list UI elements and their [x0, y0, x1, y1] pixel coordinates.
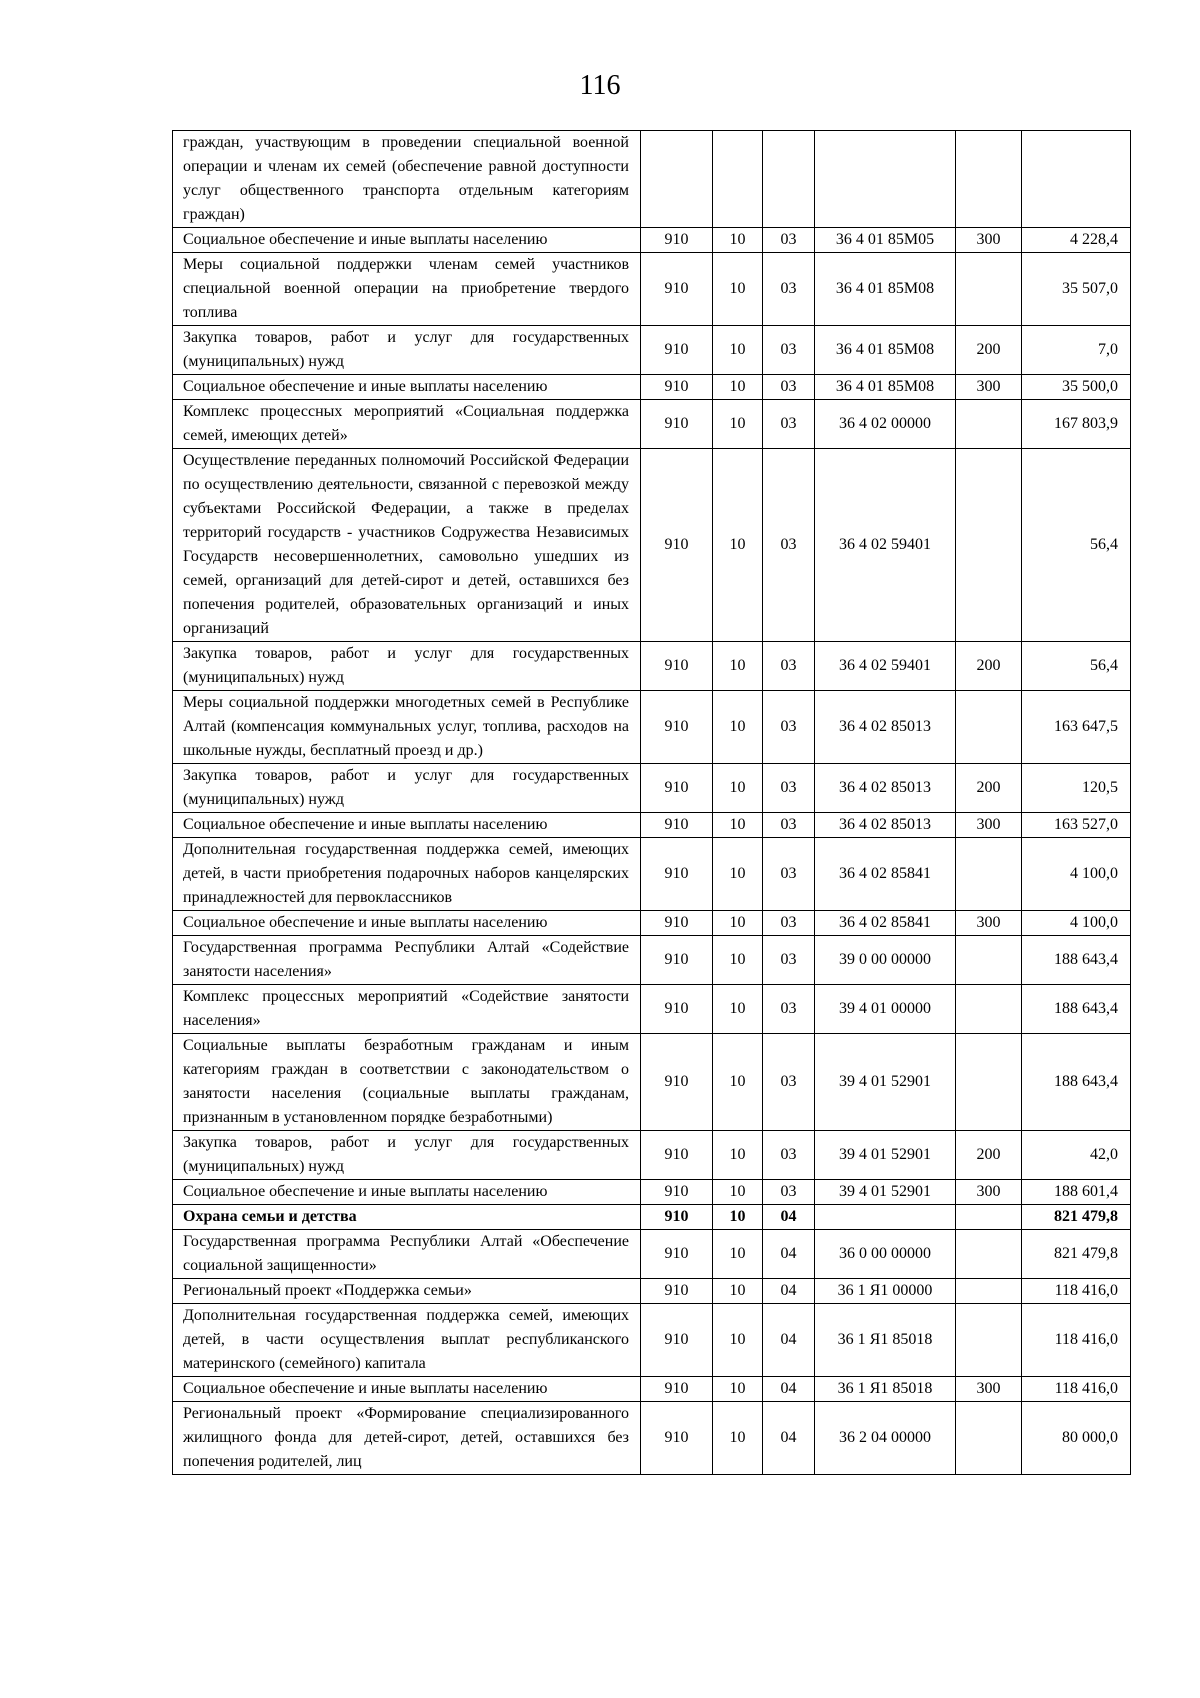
table-row — [173, 691, 1131, 764]
section-code-cell: 10 — [713, 253, 763, 326]
section-code-cell: 10 — [713, 375, 763, 400]
table-row — [173, 131, 1131, 228]
amount-cell: 35 507,0 — [1022, 253, 1131, 326]
expense-name-cell: Государственная программа Республики Алтай «Содействие занятости населения» — [173, 936, 641, 985]
section-code-cell: 10 — [713, 1230, 763, 1279]
target-article-cell: 39 4 01 52901 — [815, 1131, 956, 1180]
target-article-cell: 36 4 02 59401 — [815, 642, 956, 691]
subsection-code-cell: 03 — [763, 936, 815, 985]
section-code-cell: 10 — [713, 326, 763, 375]
subsection-code-cell — [763, 131, 815, 228]
expense-name-cell: Меры социальной поддержки членам семей участников специальной военной операции на приобретение твердого топлива — [173, 253, 641, 326]
ministry-code-cell: 910 — [641, 326, 713, 375]
table-row — [173, 911, 1131, 936]
section-code-cell — [713, 131, 763, 228]
amount-cell: 163 527,0 — [1022, 813, 1131, 838]
target-article-cell: 36 1 Я1 85018 — [815, 1377, 956, 1402]
table-row — [173, 936, 1131, 985]
section-code-cell: 10 — [713, 1180, 763, 1205]
table-row — [173, 228, 1131, 253]
target-article-cell: 36 4 02 85013 — [815, 813, 956, 838]
ministry-code-cell: 910 — [641, 764, 713, 813]
subsection-code-cell: 03 — [763, 326, 815, 375]
amount-cell: 7,0 — [1022, 326, 1131, 375]
target-article-cell: 36 4 01 85М05 — [815, 228, 956, 253]
expense-name-cell: Комплекс процессных мероприятий «Социальная поддержка семей, имеющих детей» — [173, 400, 641, 449]
amount-cell: 42,0 — [1022, 1131, 1131, 1180]
expense-type-cell: 300 — [956, 911, 1022, 936]
amount-cell: 163 647,5 — [1022, 691, 1131, 764]
expense-type-cell: 200 — [956, 764, 1022, 813]
section-code-cell: 10 — [713, 764, 763, 813]
section-code-cell: 10 — [713, 936, 763, 985]
subsection-code-cell: 03 — [763, 1034, 815, 1131]
amount-cell: 80 000,0 — [1022, 1402, 1131, 1475]
ministry-code-cell: 910 — [641, 985, 713, 1034]
section-code-cell: 10 — [713, 1205, 763, 1230]
target-article-cell: 39 4 01 52901 — [815, 1180, 956, 1205]
section-code-cell: 10 — [713, 1304, 763, 1377]
expense-type-cell — [956, 1230, 1022, 1279]
ministry-code-cell: 910 — [641, 691, 713, 764]
expense-type-cell: 300 — [956, 375, 1022, 400]
expense-name-cell: Социальные выплаты безработным гражданам и иным категориям граждан в соответствии с законодательством о занятости населения (социальные выплаты гражданам, признанным в установленном порядке безработными) — [173, 1034, 641, 1131]
ministry-code-cell: 910 — [641, 449, 713, 642]
expense-type-cell: 300 — [956, 1180, 1022, 1205]
expense-name-cell: Социальное обеспечение и иные выплаты населению — [173, 375, 641, 400]
expense-name-cell: Дополнительная государственная поддержка семей, имеющих детей, в части осуществления выплат республиканского материнского (семейного) капитала — [173, 1304, 641, 1377]
section-code-cell: 10 — [713, 449, 763, 642]
amount-cell — [1022, 131, 1131, 228]
ministry-code-cell: 910 — [641, 1230, 713, 1279]
table-row — [173, 326, 1131, 375]
section-code-cell: 10 — [713, 691, 763, 764]
expense-type-cell: 200 — [956, 1131, 1022, 1180]
ministry-code-cell: 910 — [641, 911, 713, 936]
amount-cell: 188 643,4 — [1022, 985, 1131, 1034]
target-article-cell: 39 4 01 52901 — [815, 1034, 956, 1131]
ministry-code-cell: 910 — [641, 375, 713, 400]
ministry-code-cell: 910 — [641, 813, 713, 838]
page-number: 116 — [579, 70, 621, 101]
table-row — [173, 1230, 1131, 1279]
ministry-code-cell: 910 — [641, 1180, 713, 1205]
expense-type-cell — [956, 985, 1022, 1034]
subsection-code-cell: 04 — [763, 1205, 815, 1230]
amount-cell: 821 479,8 — [1022, 1230, 1131, 1279]
table-row — [173, 449, 1131, 642]
expense-name-cell: Социальное обеспечение и иные выплаты населению — [173, 911, 641, 936]
ministry-code-cell — [641, 131, 713, 228]
target-article-cell: 36 2 04 00000 — [815, 1402, 956, 1475]
target-article-cell: 36 1 Я1 00000 — [815, 1279, 956, 1304]
expense-name-cell: Закупка товаров, работ и услуг для государственных (муниципальных) нужд — [173, 764, 641, 813]
expense-type-cell: 300 — [956, 228, 1022, 253]
expense-name-cell: Региональный проект «Формирование специализированного жилищного фонда для детей-сирот, детей, оставшихся без попечения родителей, лиц — [173, 1402, 641, 1475]
budget-table — [172, 130, 1131, 1475]
section-code-cell: 10 — [713, 1279, 763, 1304]
subsection-code-cell: 03 — [763, 838, 815, 911]
ministry-code-cell: 910 — [641, 936, 713, 985]
target-article-cell — [815, 131, 956, 228]
section-code-cell: 10 — [713, 228, 763, 253]
subsection-code-cell: 03 — [763, 764, 815, 813]
table-row — [173, 838, 1131, 911]
expense-name-cell: Закупка товаров, работ и услуг для государственных (муниципальных) нужд — [173, 642, 641, 691]
target-article-cell: 36 4 02 85013 — [815, 764, 956, 813]
subsection-code-cell: 03 — [763, 449, 815, 642]
section-code-cell: 10 — [713, 911, 763, 936]
table-row — [173, 1034, 1131, 1131]
expense-name-cell: Охрана семьи и детства — [173, 1205, 641, 1230]
target-article-cell: 36 4 02 00000 — [815, 400, 956, 449]
expense-type-cell: 300 — [956, 1377, 1022, 1402]
amount-cell: 118 416,0 — [1022, 1279, 1131, 1304]
expense-name-cell: Региональный проект «Поддержка семьи» — [173, 1279, 641, 1304]
expense-type-cell — [956, 1279, 1022, 1304]
expense-name-cell: Социальное обеспечение и иные выплаты населению — [173, 813, 641, 838]
expense-type-cell — [956, 1304, 1022, 1377]
expense-name-cell: Комплекс процессных мероприятий «Содействие занятости населения» — [173, 985, 641, 1034]
expense-name-cell: Социальное обеспечение и иные выплаты населению — [173, 1180, 641, 1205]
expense-name-cell: Закупка товаров, работ и услуг для государственных (муниципальных) нужд — [173, 326, 641, 375]
target-article-cell: 36 0 00 00000 — [815, 1230, 956, 1279]
ministry-code-cell: 910 — [641, 253, 713, 326]
table-row — [173, 1180, 1131, 1205]
table-row — [173, 1377, 1131, 1402]
subsection-code-cell: 03 — [763, 691, 815, 764]
table-body — [173, 131, 1131, 1475]
target-article-cell: 36 4 01 85М08 — [815, 253, 956, 326]
ministry-code-cell: 910 — [641, 1279, 713, 1304]
ministry-code-cell: 910 — [641, 1304, 713, 1377]
amount-cell: 120,5 — [1022, 764, 1131, 813]
amount-cell: 167 803,9 — [1022, 400, 1131, 449]
target-article-cell: 39 0 00 00000 — [815, 936, 956, 985]
subsection-code-cell: 03 — [763, 911, 815, 936]
amount-cell: 188 643,4 — [1022, 936, 1131, 985]
subsection-code-cell: 03 — [763, 228, 815, 253]
ministry-code-cell: 910 — [641, 1205, 713, 1230]
amount-cell: 4 100,0 — [1022, 911, 1131, 936]
ministry-code-cell: 910 — [641, 228, 713, 253]
expense-type-cell — [956, 936, 1022, 985]
expense-type-cell — [956, 1205, 1022, 1230]
expense-type-cell — [956, 131, 1022, 228]
subsection-code-cell: 03 — [763, 375, 815, 400]
amount-cell: 821 479,8 — [1022, 1205, 1131, 1230]
ministry-code-cell: 910 — [641, 1034, 713, 1131]
subsection-code-cell: 03 — [763, 642, 815, 691]
ministry-code-cell: 910 — [641, 1402, 713, 1475]
expense-name-cell: Дополнительная государственная поддержка семей, имеющих детей, в части приобретения подарочных наборов канцелярских принадлежностей для первоклассников — [173, 838, 641, 911]
expense-name-cell: граждан, участвующим в проведении специальной военной операции и членам их семей (обеспечение равной доступности услуг общественного транспорта отдельным категориям граждан) — [173, 131, 641, 228]
table-row — [173, 1205, 1131, 1230]
expense-type-cell — [956, 1034, 1022, 1131]
table-row — [173, 1131, 1131, 1180]
expense-name-cell: Осуществление переданных полномочий Российской Федерации по осуществлению деятельности, связанной с перевозкой между субъектами Российской Федерации, а также в пределах территорий государств - участников Содружества Независимых Государств несовершеннолетних, самовольно ушедших из семей, организаций для детей-сирот и детей, оставшихся без попечения родителей, образовательных организаций и иных организаций — [173, 449, 641, 642]
amount-cell: 188 643,4 — [1022, 1034, 1131, 1131]
expense-name-cell: Закупка товаров, работ и услуг для государственных (муниципальных) нужд — [173, 1131, 641, 1180]
amount-cell: 4 228,4 — [1022, 228, 1131, 253]
subsection-code-cell: 03 — [763, 985, 815, 1034]
ministry-code-cell: 910 — [641, 1131, 713, 1180]
table-row — [173, 985, 1131, 1034]
table-row — [173, 1279, 1131, 1304]
expense-type-cell — [956, 400, 1022, 449]
expense-type-cell — [956, 838, 1022, 911]
target-article-cell: 36 4 01 85М08 — [815, 375, 956, 400]
expense-type-cell — [956, 253, 1022, 326]
expense-name-cell: Государственная программа Республики Алтай «Обеспечение социальной защищенности» — [173, 1230, 641, 1279]
section-code-cell: 10 — [713, 1131, 763, 1180]
section-code-cell: 10 — [713, 1377, 763, 1402]
table-row — [173, 1402, 1131, 1475]
section-code-cell: 10 — [713, 1034, 763, 1131]
amount-cell: 4 100,0 — [1022, 838, 1131, 911]
section-code-cell: 10 — [713, 1402, 763, 1475]
subsection-code-cell: 04 — [763, 1377, 815, 1402]
subsection-code-cell: 04 — [763, 1279, 815, 1304]
target-article-cell: 36 4 02 85841 — [815, 911, 956, 936]
amount-cell: 35 500,0 — [1022, 375, 1131, 400]
section-code-cell: 10 — [713, 642, 763, 691]
subsection-code-cell: 03 — [763, 253, 815, 326]
amount-cell: 188 601,4 — [1022, 1180, 1131, 1205]
expense-type-cell — [956, 691, 1022, 764]
expense-type-cell: 200 — [956, 326, 1022, 375]
ministry-code-cell: 910 — [641, 838, 713, 911]
table-row — [173, 400, 1131, 449]
expense-name-cell: Социальное обеспечение и иные выплаты населению — [173, 1377, 641, 1402]
expense-name-cell: Меры социальной поддержки многодетных семей в Республике Алтай (компенсация коммунальных услуг, топлива, расходов на школьные нужды, бесплатный проезд и др.) — [173, 691, 641, 764]
expense-type-cell: 300 — [956, 813, 1022, 838]
table-row — [173, 813, 1131, 838]
subsection-code-cell: 03 — [763, 1131, 815, 1180]
ministry-code-cell: 910 — [641, 642, 713, 691]
table-row — [173, 1304, 1131, 1377]
section-code-cell: 10 — [713, 813, 763, 838]
table-row — [173, 642, 1131, 691]
subsection-code-cell: 04 — [763, 1402, 815, 1475]
amount-cell: 56,4 — [1022, 449, 1131, 642]
target-article-cell: 36 4 02 85841 — [815, 838, 956, 911]
table-row — [173, 764, 1131, 813]
target-article-cell: 39 4 01 00000 — [815, 985, 956, 1034]
target-article-cell: 36 4 02 59401 — [815, 449, 956, 642]
amount-cell: 118 416,0 — [1022, 1304, 1131, 1377]
expense-type-cell: 200 — [956, 642, 1022, 691]
ministry-code-cell: 910 — [641, 1377, 713, 1402]
subsection-code-cell: 03 — [763, 1180, 815, 1205]
section-code-cell: 10 — [713, 985, 763, 1034]
subsection-code-cell: 03 — [763, 400, 815, 449]
amount-cell: 56,4 — [1022, 642, 1131, 691]
expense-type-cell — [956, 449, 1022, 642]
table-row — [173, 253, 1131, 326]
target-article-cell: 36 4 02 85013 — [815, 691, 956, 764]
section-code-cell: 10 — [713, 400, 763, 449]
subsection-code-cell: 03 — [763, 813, 815, 838]
section-code-cell: 10 — [713, 838, 763, 911]
ministry-code-cell: 910 — [641, 400, 713, 449]
target-article-cell — [815, 1205, 956, 1230]
expense-name-cell: Социальное обеспечение и иные выплаты населению — [173, 228, 641, 253]
table-row — [173, 375, 1131, 400]
subsection-code-cell: 04 — [763, 1304, 815, 1377]
target-article-cell: 36 4 01 85М08 — [815, 326, 956, 375]
expense-type-cell — [956, 1402, 1022, 1475]
subsection-code-cell: 04 — [763, 1230, 815, 1279]
amount-cell: 118 416,0 — [1022, 1377, 1131, 1402]
target-article-cell: 36 1 Я1 85018 — [815, 1304, 956, 1377]
